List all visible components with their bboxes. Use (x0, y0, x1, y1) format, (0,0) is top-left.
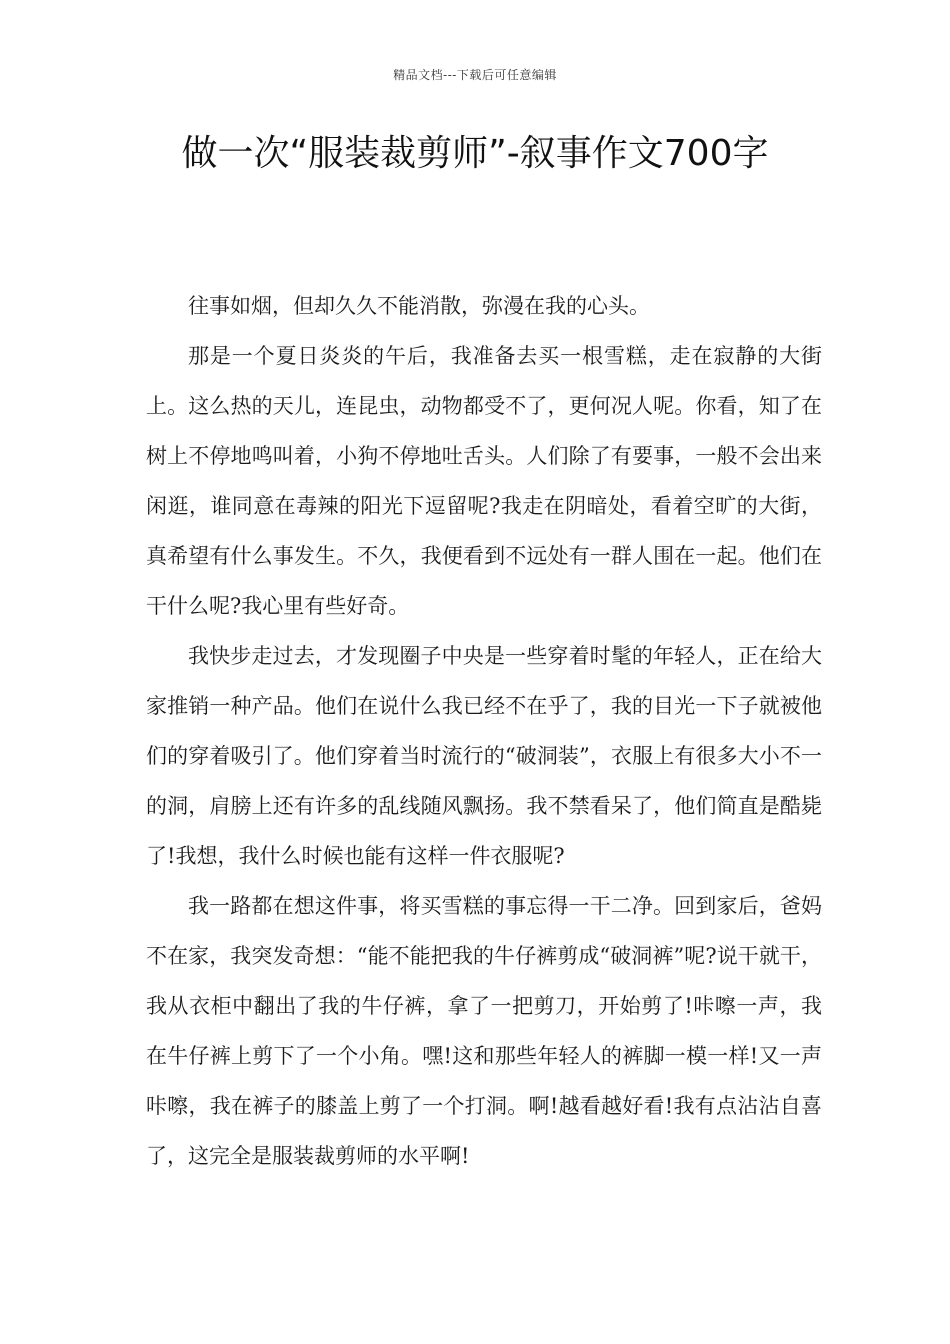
page-header: 精品文档---下载后可任意编辑 (393, 68, 557, 82)
paragraph: 我一路都在想这件事，将买雪糕的事忘得一干二净。回到家后，爸妈不在家，我突发奇想：“能不能把我的牛仔裤剪成“破洞裤”呢?说干就干，我从衣柜中翻出了我的牛仔裤，拿了一把剪刀，开始剪了!咔嚓一声，我在牛仔裤上剪下了一个小角。嘿!这和那些年轻人的裤脚一模一样!又一声咔嚓，我在裤子的膝盖上剪了一个打洞。啊!越看越好看!我有点沾沾自喜了，这完全是服装裁剪师的水平啊! (146, 894, 822, 1168)
paragraph: 往事如烟，但却久久不能消散，弥漫在我的心头。 (188, 294, 650, 318)
paragraph: 那是一个夏日炎炎的午后，我准备去买一根雪糕，走在寂静的大街上。这么热的天儿，连昆虫，动物都受不了，更何况人呢。你看，知了在树上不停地鸣叫着，小狗不停地吐舌头。人们除了有要事，一般不会出来闲逛，谁同意在毒辣的阳光下逗留呢?我走在阴暗处，看着空旷的大街，真希望有什么事发生。不久，我便看到不远处有一群人围在一起。他们在干什么呢?我心里有些好奇。 (146, 344, 822, 618)
paragraph: 我快步走过去，才发现圈子中央是一些穿着时髦的年轻人，正在给大家推销一种产品。他们在说什么我已经不在乎了，我的目光一下子就被他们的穿着吸引了。他们穿着当时流行的“破洞装”，衣服上有很多大小不一的洞，肩膀上还有许多的乱线随风飘扬。我不禁看呆了，他们简直是酷毙了!我想，我什么时候也能有这样一件衣服呢? (146, 644, 822, 868)
document-title: 做一次“服装裁剪师”-叙事作文700字 (181, 133, 769, 174)
document-body (146, 281, 822, 1181)
